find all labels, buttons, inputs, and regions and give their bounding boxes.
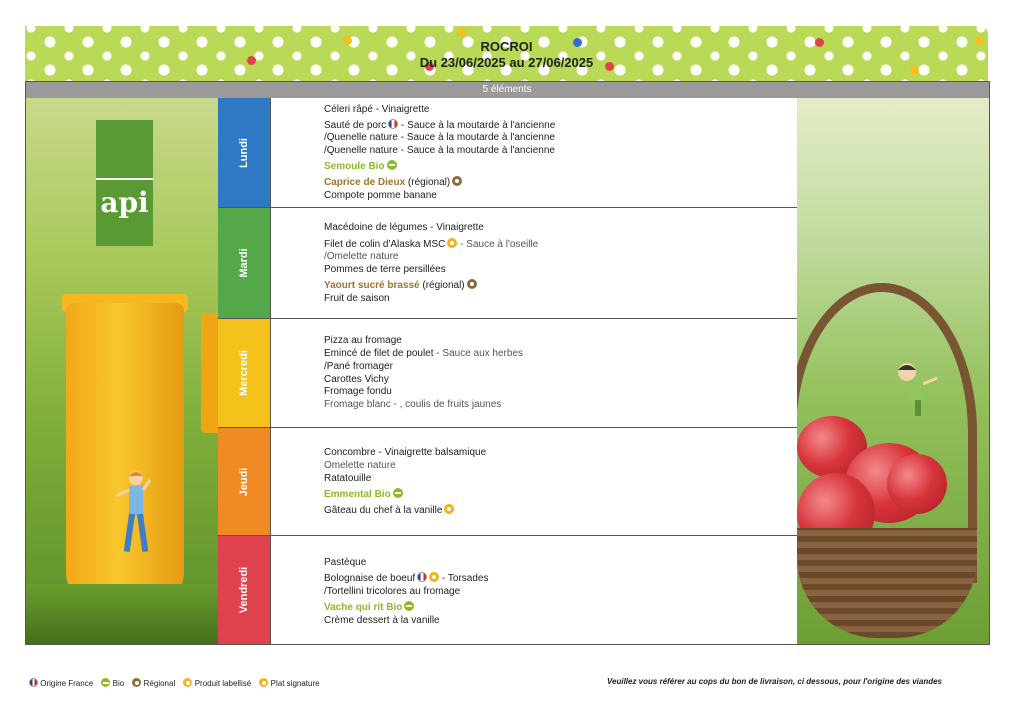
plat-signature-icon [429, 572, 439, 582]
menu-item: Pommes de terre persillées [324, 264, 446, 275]
menu-item: Fromage blanc - , coulis de fruits jaunes [324, 399, 502, 410]
menu-item: /Tortellini tricolores au fromage [324, 586, 461, 597]
day-name: Vendredi [238, 566, 250, 614]
legend-item: Bio [99, 679, 124, 688]
menu-item: Pizza au fromage [324, 335, 402, 346]
bio-icon [404, 601, 414, 611]
menu-item: /Omelette nature [324, 251, 399, 262]
day-row-mardi [218, 207, 797, 318]
regional-icon [467, 279, 477, 289]
origine-france-icon [29, 678, 38, 687]
menu-item: Bolognaise de boeuf - Torsades [324, 573, 489, 584]
menu-item-bio: Emmental Bio [324, 488, 403, 501]
header-title-block [25, 39, 988, 71]
confetti-dot [457, 28, 466, 37]
menu-item: Carottes Vichy [324, 374, 389, 385]
day-label-mardi [218, 208, 270, 318]
apple-basket-illustration [797, 98, 989, 644]
menu-item-regional: Yaourt sucré brassé (régional) [324, 279, 477, 292]
day-menu [270, 319, 797, 427]
logo-bar [96, 178, 153, 180]
menu-item: Crème dessert à la vanille [324, 615, 440, 626]
produit-labellise-icon [183, 678, 192, 687]
legend-item: Origine France [27, 679, 93, 688]
produit-labellise-icon [447, 238, 457, 248]
regional-icon [132, 678, 141, 687]
plat-signature-icon [444, 504, 454, 514]
bio-icon [393, 488, 403, 498]
legend-item: Plat signature [257, 679, 319, 688]
day-menu [270, 428, 797, 535]
logo-text: api [100, 186, 149, 219]
menu-item-bio: Semoule Bio [324, 160, 397, 173]
menu-item-regional: Caprice de Dieux (régional) [324, 176, 462, 189]
menu-item: Filet de colin d'Alaska MSC - Sauce à l'oseille [324, 239, 539, 250]
menu-item: Fruit de saison [324, 293, 390, 304]
count-bar-left [26, 82, 218, 98]
day-row-mercredi [218, 318, 797, 427]
menu-grid [25, 81, 990, 645]
day-row-jeudi [218, 427, 797, 535]
boots-illustration [26, 98, 218, 644]
plat-signature-icon [259, 678, 268, 687]
menu-item: Fromage fondu [324, 386, 392, 397]
legend-item: Régional [130, 679, 175, 688]
regional-icon [452, 176, 462, 186]
menu-item: Sauté de porc - Sauce à la moutarde à l'ancienne [324, 120, 556, 131]
apple [887, 454, 947, 514]
legend [27, 678, 324, 688]
menu-item: /Quenelle nature - Sauce à la moutarde à l'ancienne [324, 145, 555, 156]
day-name: Mercredi [238, 350, 250, 396]
api-logo [96, 120, 153, 246]
menu-item: Compote pomme banane [324, 190, 437, 201]
menu-item: Macédoine de légumes - Vinaigrette [324, 222, 484, 233]
wicker-basket [797, 528, 977, 638]
grass [26, 584, 218, 644]
menu-item: /Quenelle nature - Sauce à la moutarde à l'ancienne [324, 132, 555, 143]
element-count: 5 éléments [218, 82, 796, 98]
count-bar-right [796, 82, 989, 98]
day-menu [270, 536, 797, 644]
menu-item: Gâteau du chef à la vanille [324, 504, 454, 517]
second-boot [201, 313, 218, 433]
menu-item: Concombre - Vinaigrette balsamique [324, 447, 487, 458]
day-label-lundi [218, 98, 270, 207]
day-menu [270, 208, 797, 318]
legend-item: Produit labellisé [181, 679, 251, 688]
menu-item: Emincé de filet de poulet - Sauce aux herbes [324, 348, 524, 359]
child-figure-icon [116, 468, 156, 568]
day-label-vendredi [218, 536, 270, 644]
day-row-lundi [218, 98, 797, 207]
bio-icon [101, 678, 110, 687]
origine-france-icon [417, 572, 427, 582]
menu-item: /Pané fromager [324, 361, 393, 372]
page-title: ROCROI [480, 39, 533, 54]
menu-item: Pastèque [324, 557, 367, 568]
day-name: Jeudi [238, 467, 250, 496]
day-label-jeudi [218, 428, 270, 535]
origine-france-icon [388, 119, 398, 129]
menu-item: Céleri râpé - Vinaigrette [324, 104, 430, 115]
day-name: Lundi [238, 137, 250, 168]
day-label-mercredi [218, 319, 270, 427]
menu-item: Omelette nature [324, 460, 396, 471]
day-menu [270, 98, 797, 207]
bio-icon [387, 160, 397, 170]
date-range: Du 23/06/2025 au 27/06/2025 [419, 55, 594, 70]
menu-item-bio: Vache qui rit Bio [324, 601, 414, 614]
climbing-child-icon [893, 360, 943, 420]
day-name: Mardi [238, 248, 250, 278]
menu-item: Ratatouille [324, 473, 372, 484]
header-banner [25, 26, 988, 82]
footer-note: Veuillez vous référer au cops du bon de livraison, ci dessous, pour l'origine des viandes [606, 677, 942, 686]
day-row-vendredi [218, 535, 797, 644]
